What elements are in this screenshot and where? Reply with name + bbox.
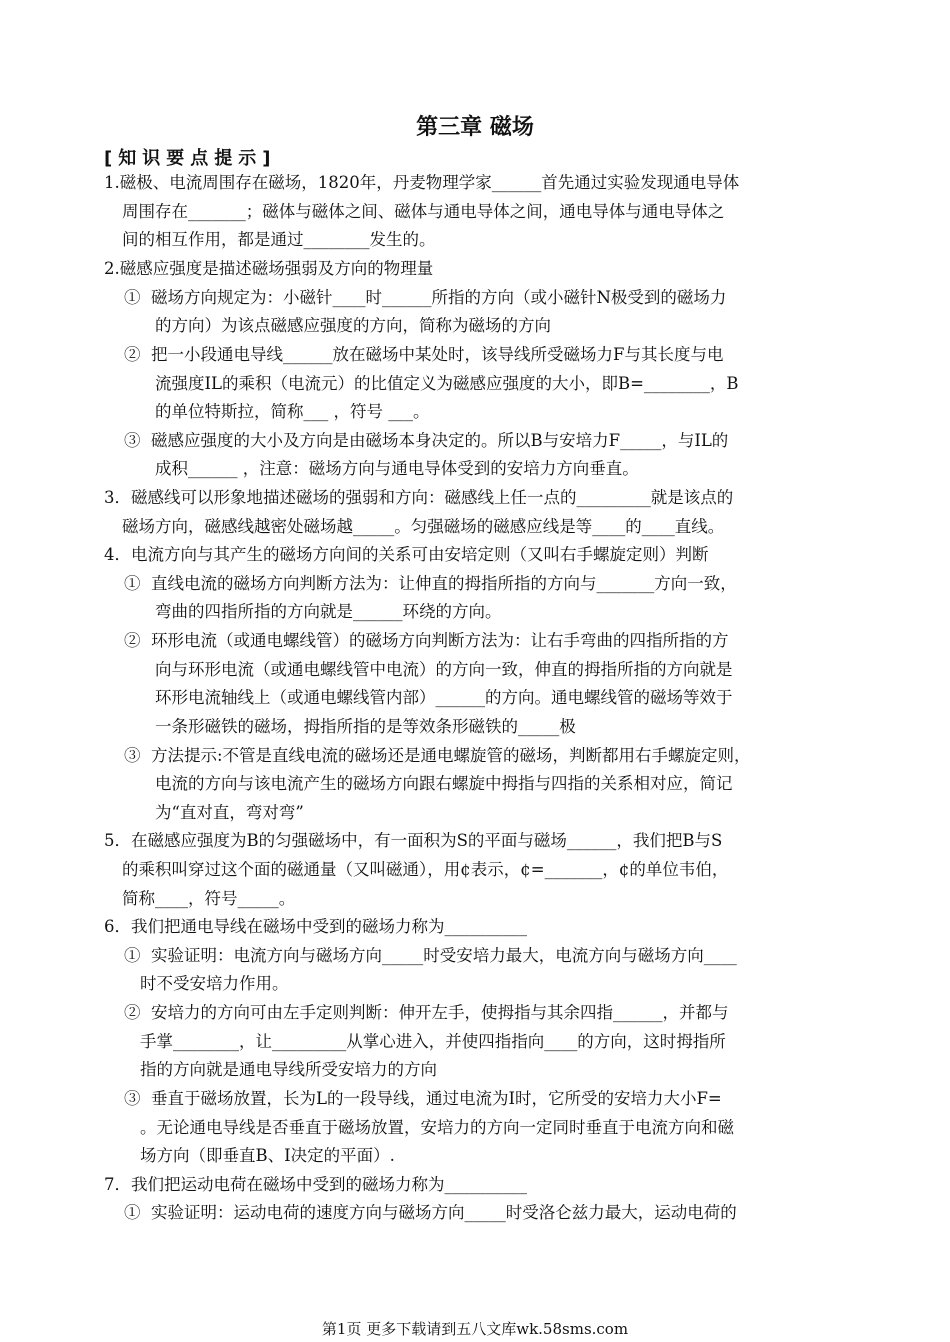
body-line: 向与环形电流（或通电螺线管中电流）的方向一致，伸直的拇指所指的方向就是 (155, 660, 733, 679)
body-line: ① 直线电流的磁场方向判断方法为：让伸直的拇指所指的方向与_______方向一致， (124, 574, 737, 593)
body-line: 间的相互作用，都是通过________发生的。 (122, 230, 436, 249)
body-line: 周围存在_______；磁体与磁体之间、磁体与通电导体之间，通电导体与通电导体之 (122, 202, 725, 221)
body-line: 流强度IL的乘积（电流元）的比值定义为磁感应强度的大小，即B=________，B (155, 374, 739, 393)
body-line: 的单位特斯拉，简称___ ，符号 ___。 (155, 402, 430, 421)
body-line: 的乘积叫穿过这个面的磁通量（又叫磁通），用¢表示，¢=_______，¢的单位韦伯， (122, 860, 729, 879)
body-line: ① 磁场方向规定为：小磁针____时______所指的方向（或小磁针N极受到的磁场力 (124, 288, 727, 307)
body-line: 1.磁极、电流周围存在磁场，1820年，丹麦物理学家______首先通过实验发现通电导体 (104, 173, 740, 192)
body-line: 环形电流轴线上（或通电螺线管内部）______的方向。通电螺线管的磁场等效于 (155, 688, 733, 707)
body-line: 5．在磁感应强度为B的匀强磁场中，有一面积为S的平面与磁场______，我们把B与S (104, 831, 723, 850)
body-line: ③ 垂直于磁场放置，长为L的一段导线，通过电流为I时，它所受的安培力大小F= (124, 1089, 722, 1108)
body-line: 磁场方向，磁感线越密处磁场越_____。匀强磁场的磁感应线是等____的____直线。 (122, 517, 725, 536)
body-line: 7．我们把运动电荷在磁场中受到的磁场力称为__________ (104, 1175, 527, 1194)
body-line: 6．我们把通电导线在磁场中受到的磁场力称为__________ (104, 917, 527, 936)
body-line: ② 环形电流（或通电螺线管）的磁场方向判断方法为：让右手弯曲的四指所指的方 (124, 631, 729, 650)
body-line: 的方向）为该点磁感应强度的方向，简称为磁场的方向 (155, 316, 551, 335)
body-line: 简称____，符号_____。 (122, 889, 296, 908)
body-line: 电流的方向与该电流产生的磁场方向跟右螺旋中拇指与四指的关系相对应，简记 (155, 774, 733, 793)
body-line: 3．磁感线可以形象地描述磁场的强弱和方向：磁感线上任一点的_________就是该点的 (104, 488, 734, 507)
page-title: 第三章 磁场 (416, 115, 534, 140)
body-line: 为“直对直，弯对弯” (155, 803, 304, 822)
body-line: ② 安培力的方向可由左手定则判断：伸开左手，使拇指与其余四指______，并都与 (124, 1003, 729, 1022)
page-footer: 第1页 更多下载请到五八文库wk.58sms.com (321, 1320, 629, 1338)
body-line: 成积______ ，注意：磁场方向与通电导体受到的安培力方向垂直。 (155, 459, 639, 478)
body-line: ③ 方法提示:不管是直线电流的磁场还是通电螺旋管的磁场，判断都用右手螺旋定则， (124, 746, 751, 765)
body-line: 指的方向就是通电导线所受安培力的方向 (140, 1060, 437, 1079)
body-line: 2.磁感应强度是描述磁场强弱及方向的物理量 (104, 259, 434, 278)
body-line: ① 实验证明：运动电荷的速度方向与磁场方向_____时受洛仑兹力最大，运动电荷的 (124, 1203, 737, 1222)
body-line: 一条形磁铁的磁场，拇指所指的是等效条形磁铁的_____极 (155, 717, 576, 736)
body-line: 。无论通电导线是否垂直于磁场放置，安培力的方向一定同时垂直于电流方向和磁 (140, 1118, 734, 1137)
body-line: 手掌________，让_________从掌心进入，并使四指指向____的方向，这时拇指所 (140, 1032, 726, 1051)
body-line: 场方向（即垂直B、I决定的平面）. (140, 1146, 395, 1165)
body-line: 时不受安培力作用。 (140, 974, 289, 993)
body-line: ③ 磁感应强度的大小及方向是由磁场本身决定的。所以B与安培力F_____，与IL的 (124, 431, 729, 450)
body-line: ② 把一小段通电导线______放在磁场中某处时，该导线所受磁场力F与其长度与电 (124, 345, 724, 364)
body-line: 4．电流方向与其产生的磁场方向间的关系可由安培定则（又叫右手螺旋定则）判断 (104, 545, 709, 564)
body-line: ① 实验证明：电流方向与磁场方向_____时受安培力最大，电流方向与磁场方向____ (124, 946, 737, 965)
body-line: 弯曲的四指所指的方向就是______环绕的方向。 (155, 602, 502, 621)
section-heading: [知识要点提示] (104, 148, 277, 169)
